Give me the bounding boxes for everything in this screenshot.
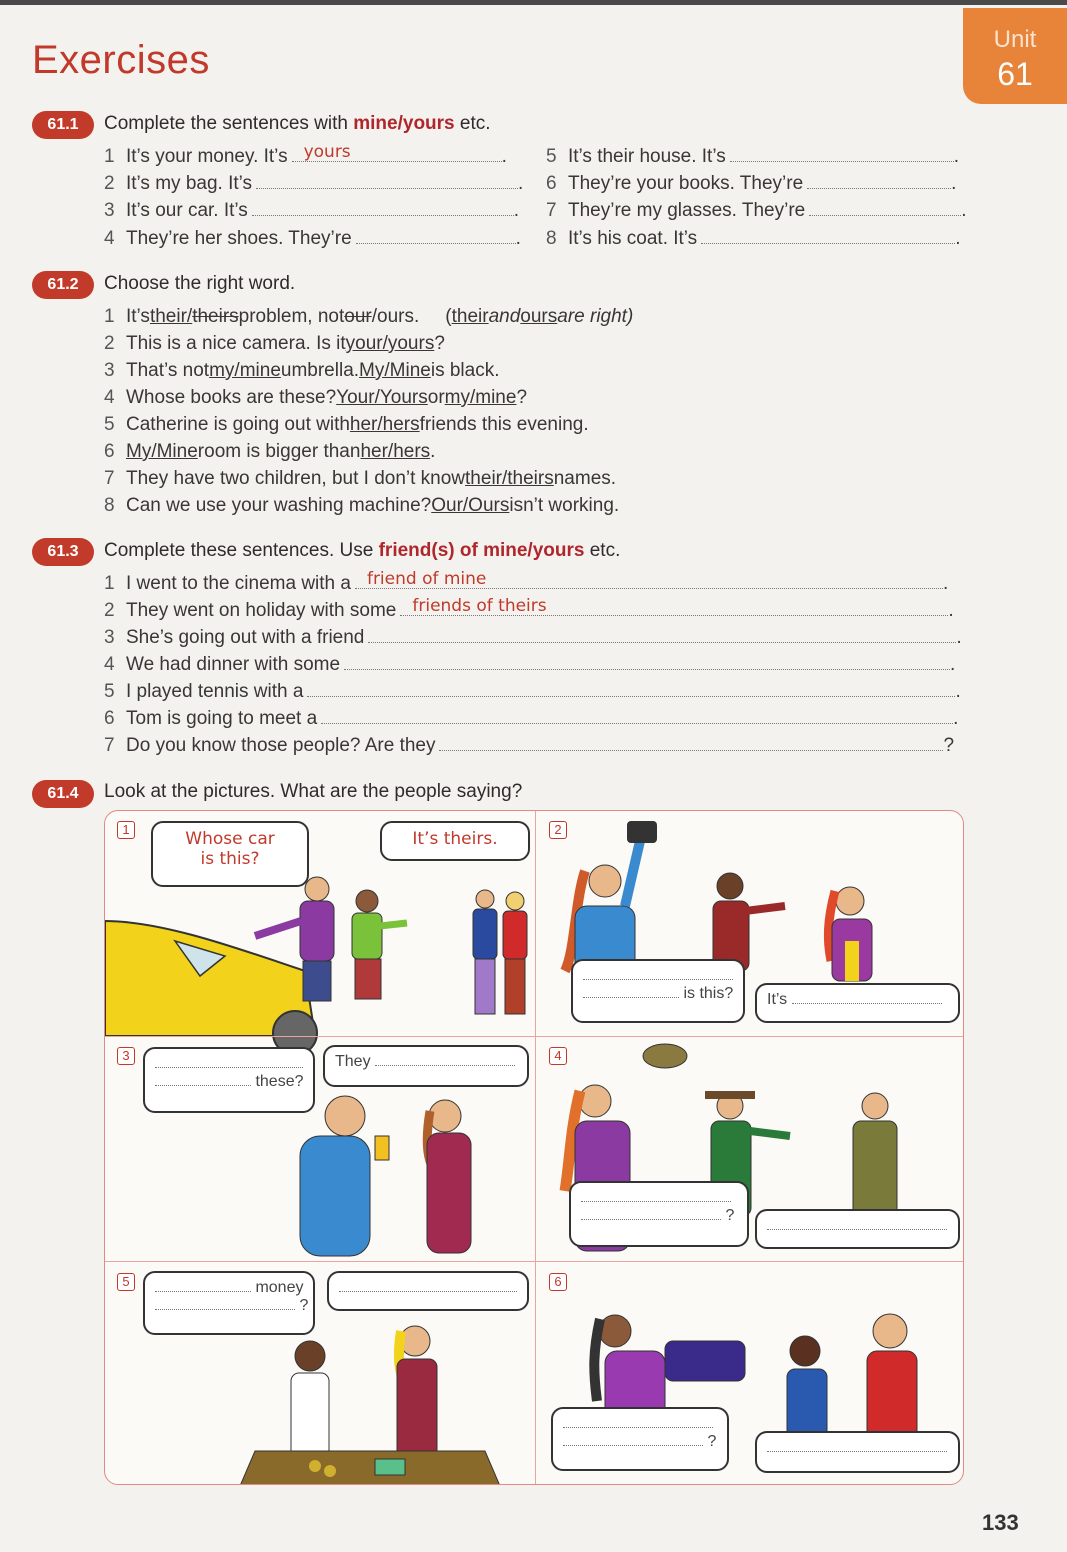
couple-illustration (473, 890, 527, 1014)
exercise-item: 7 They have two children, but I don’t know their/theirs names. (104, 468, 617, 489)
bubble-text: these? (255, 1073, 304, 1090)
word-choice[interactable]: her/hers (360, 441, 431, 462)
panel-number: 6 (549, 1273, 567, 1291)
exercise-item: 3 It’s our car. It’s . (104, 200, 520, 221)
bubble-text: It’s theirs. (412, 829, 498, 849)
woman-illustration (427, 1100, 471, 1253)
exercise-item: 7 They’re my glasses. They’re . (546, 200, 967, 221)
bubble-text: ? (707, 1433, 717, 1450)
speech-bubble[interactable] (755, 1209, 960, 1249)
speech-bubble[interactable] (151, 821, 309, 887)
bubble-text: is this? (683, 985, 734, 1002)
exercise-item: 6 Tom is going to meet a . (104, 708, 959, 729)
exercise-item: 5 Catherine is going out with her/hers friends this evening. (104, 414, 589, 435)
speech-bubble[interactable] (551, 1407, 729, 1471)
glasses-illustration (375, 1136, 389, 1160)
woman-illustration (397, 1326, 437, 1459)
bubble-text: ? (725, 1207, 735, 1224)
bubble-text: is this? (200, 849, 260, 869)
answer-text: yours (303, 142, 351, 162)
answer-blank[interactable] (809, 202, 961, 216)
exercise-item: 4 We had dinner with some . (104, 654, 956, 675)
exercise-item: 3 That’s not my/mine umbrella. My/Mine is black. (104, 360, 500, 381)
answer-blank[interactable] (439, 737, 943, 751)
exercise-badge-61-2: 61.2 (32, 271, 94, 299)
woman-pointing-illustration (352, 890, 407, 999)
panel-divider (105, 1036, 964, 1037)
picture-grid (104, 810, 964, 1485)
exercise-item: 4 Whose books are these? Your/Yours or my/mine ? (104, 387, 528, 408)
word-choice[interactable]: My/Mine (359, 360, 431, 381)
speech-bubble[interactable] (380, 821, 530, 861)
exercise-item: 2 It’s my bag. It’s . (104, 173, 524, 194)
answer-blank[interactable] (368, 629, 956, 643)
bubble-text: It’s (767, 991, 788, 1008)
panel-number: 3 (117, 1047, 135, 1065)
exercise-item: 1 I went to the cinema with a friend of mine . (104, 569, 949, 594)
answer-blank[interactable] (356, 230, 516, 244)
speech-bubble[interactable] (571, 959, 745, 1023)
answer-blank[interactable] (344, 656, 950, 670)
page-title: Exercises (32, 38, 210, 82)
bubble-text: Whose car (185, 829, 275, 849)
exercise-instruction-61-2: Choose the right word. (104, 273, 296, 294)
answer-text: friends of theirs (412, 596, 547, 616)
word-choice[interactable]: her/hers (349, 414, 420, 435)
answer-blank[interactable] (321, 710, 953, 724)
exercise-item: 7 Do you know those people? Are they ? (104, 735, 955, 756)
bag-illustration (665, 1341, 745, 1381)
coins-illustration (309, 1460, 321, 1472)
exercise-badge-61-4: 61.4 (32, 780, 94, 808)
bubble-text: They (335, 1053, 371, 1070)
top-border (0, 0, 1067, 5)
answer-blank[interactable] (252, 202, 514, 216)
word-choice[interactable]: My/Mine (126, 441, 198, 462)
exercise-item: 1 It’s their/ theirs problem, not our /ours. ( their and ours are right) (104, 306, 634, 327)
exercise-instruction-61-3: Complete these sentences. Use friend(s) of mine/yours etc. (104, 540, 621, 561)
answer-blank[interactable] (730, 148, 954, 162)
exercise-item: 6 My/Mine room is bigger than her/hers . (104, 441, 436, 462)
word-choice[interactable]: my/mine (444, 387, 517, 408)
unit-tab (963, 8, 1067, 104)
page-number: 133 (982, 1510, 1019, 1535)
word-choice[interactable]: their/theirs (465, 468, 554, 489)
exercise-badge-61-1: 61.1 (32, 111, 94, 139)
speech-bubble[interactable] (143, 1047, 315, 1113)
exercise-item: 5 I played tennis with a . (104, 681, 961, 702)
unit-label: Unit (993, 26, 1037, 53)
banknote-illustration (375, 1459, 405, 1475)
bubble-text: money (255, 1279, 304, 1296)
exercise-item: 3 She’s going out with a friend . (104, 627, 962, 648)
man-illustration (853, 1093, 897, 1216)
answer-blank[interactable] (701, 230, 955, 244)
unit-number: 61 (997, 56, 1033, 92)
bald-man-illustration (300, 1096, 389, 1256)
panel-number: 1 (117, 821, 135, 839)
answer-blank[interactable] (807, 175, 951, 189)
panel-divider (105, 1261, 964, 1262)
answer-blank[interactable] (307, 683, 955, 697)
panel-number: 4 (549, 1047, 567, 1065)
word-choice[interactable]: your/yours (345, 333, 435, 354)
exercise-item: 2 This is a nice camera. Is it your/yours ? (104, 333, 445, 354)
exercise-item: 4 They’re her shoes. They’re . (104, 228, 521, 249)
answer-text: friend of mine (366, 569, 487, 589)
exercise-item: 2 They went on holiday with some friends of theirs . (104, 596, 954, 621)
speech-bubble[interactable] (143, 1271, 315, 1335)
speech-bubble[interactable] (755, 983, 960, 1023)
word-choice[interactable]: Our/Ours (431, 495, 510, 516)
exercise-instruction-61-1: Complete the sentences with mine/yours etc. (104, 113, 491, 134)
speech-bubble[interactable] (327, 1271, 529, 1311)
word-choice[interactable]: Your/Yours (336, 387, 428, 408)
answer-blank[interactable] (292, 142, 502, 162)
panel-number: 5 (117, 1273, 135, 1291)
exercise-instruction-61-4: Look at the pictures. What are the people saying? (104, 781, 523, 802)
man-pointing-illustration (713, 873, 785, 971)
woman-illustration (291, 1341, 329, 1463)
exercise-item: 8 Can we use your washing machine? Our/Ours isn’t working. (104, 495, 620, 516)
speech-bubble[interactable] (569, 1181, 749, 1247)
word-choice[interactable]: my/mine (209, 360, 281, 381)
speech-bubble[interactable] (323, 1045, 529, 1087)
exercise-item: 1 It’s your money. It’s yours . (104, 142, 507, 167)
exercise-item: 8 It’s his coat. It’s . (546, 228, 961, 249)
table-illustration (240, 1451, 500, 1485)
exercise-badge-61-3: 61.3 (32, 538, 94, 566)
panel-divider (535, 811, 536, 1485)
bubble-text: ? (299, 1297, 309, 1314)
answer-blank[interactable] (256, 175, 518, 189)
woman-illustration (828, 887, 872, 981)
speech-bubble[interactable] (755, 1431, 960, 1473)
exercise-item: 6 They’re your books. They’re . (546, 173, 957, 194)
exercise-item: 5 It’s their house. It’s . (546, 146, 959, 167)
panel-number: 2 (549, 821, 567, 839)
